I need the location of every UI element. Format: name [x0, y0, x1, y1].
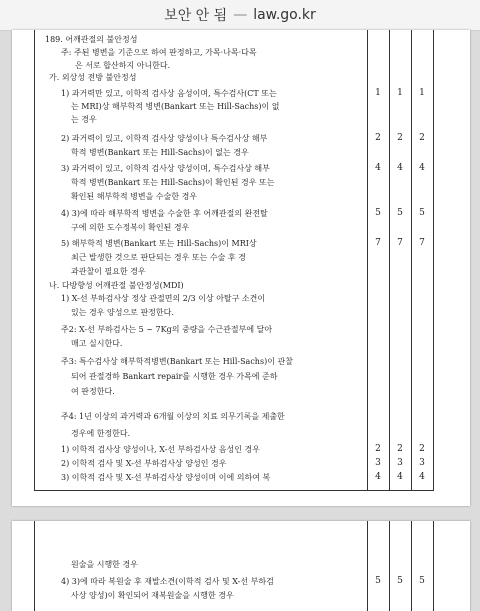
- column-divider: [411, 521, 412, 611]
- criteria-text: 학적 병변(Bankart 또는 Hill-Sachs)이 없는 경우: [71, 148, 249, 157]
- criteria-text: 3) 과거력이 있고, 이학적 검사상 양성이며, 특수검사상 해부: [61, 164, 270, 173]
- disability-grade-table: [34, 30, 434, 491]
- grade-value: 7: [419, 238, 425, 248]
- column-divider: [367, 30, 368, 490]
- grade-value: 3: [419, 458, 425, 468]
- note-text: 경우에 한정한다.: [71, 429, 131, 438]
- disability-grade-table-continued: [34, 521, 434, 611]
- note-text: 되어 관절경하 Bankart repair를 시행한 경우 가목에 준하: [71, 372, 278, 381]
- criteria-text: 학적 병변(Bankart 또는 Hill-Sachs)이 확인된 경우 또는: [71, 178, 275, 187]
- grade-value: 5: [375, 208, 381, 218]
- criteria-text: 과관찰이 필요한 경우: [71, 267, 146, 276]
- grade-value: 4: [419, 472, 425, 482]
- criteria-text: 사상 양성)이 확인되어 재복원술을 시행한 경우: [71, 591, 234, 600]
- criteria-text: 5) 해부학적 병변(Bankart 또는 Hill-Sachs)이 MRI상: [61, 239, 257, 248]
- grade-value: 5: [397, 208, 403, 218]
- criteria-text: 1) 과거력만 있고, 이학적 검사상 음성이며, 특수검사(CT 또는: [61, 89, 277, 98]
- column-divider: [411, 30, 412, 490]
- grade-value: 5: [419, 576, 425, 586]
- criteria-text: 는 경우: [71, 115, 97, 124]
- domain-text: law.go.kr: [253, 7, 316, 23]
- grade-value: 2: [419, 444, 425, 454]
- grade-value: 4: [375, 163, 381, 173]
- grade-value: 1: [397, 88, 403, 98]
- criteria-text: 확인된 해부학적 병변을 수술한 경우: [71, 192, 198, 201]
- grade-value: 4: [397, 163, 403, 173]
- grade-value: 2: [375, 444, 381, 454]
- column-divider: [367, 521, 368, 611]
- column-divider: [389, 30, 390, 490]
- criteria-text: 2) 과거력이 있고, 이학적 검사상 양성이나 특수검사상 해부: [61, 134, 268, 143]
- document-page-2: [12, 521, 470, 611]
- grade-value: 5: [375, 576, 381, 586]
- note-text: 여 판정한다.: [71, 387, 115, 396]
- criteria-text: 최근 발생한 것으로 판단되는 경우 또는 수술 후 경: [71, 253, 246, 262]
- criteria-text: 원술을 시행한 경우: [71, 560, 138, 569]
- grade-value: 7: [375, 238, 381, 248]
- criteria-text: 구에 의한 도수정복이 확인된 경우: [71, 223, 190, 232]
- criteria-text: 4) 3)에 따라 복원술 후 재발소견(이학적 검사 및 X-선 부하검: [61, 577, 274, 586]
- grade-value: 3: [397, 458, 403, 468]
- note-text: 1) X-선 부하검사상 정상 관절면의 2/3 이상 아탈구 소견이: [61, 294, 266, 303]
- grade-value: 2: [375, 133, 381, 143]
- grade-value: 5: [419, 208, 425, 218]
- subsection-title: 나. 다방향성 어깨관절 불안정성(MDI): [49, 281, 184, 290]
- note-text: 매고 실시한다.: [71, 339, 123, 348]
- criteria-text: 4) 3)에 따라 해부학적 병변을 수술한 후 어깨관절의 완전탈: [61, 209, 268, 218]
- grade-value: 4: [419, 163, 425, 173]
- grade-value: 2: [397, 133, 403, 143]
- note-text: 주2: X-선 부하검사는 5 ~ 7Kg의 중량을 수근관절부에 달아: [61, 325, 273, 334]
- column-divider: [389, 521, 390, 611]
- grade-value: 4: [397, 472, 403, 482]
- note-text: 주4: 1년 이상의 과거력과 6개월 이상의 치료 의무기록을 제출한: [61, 412, 285, 421]
- note-text: 은 서로 합산하지 아니한다.: [75, 61, 171, 70]
- criteria-text: 3) 이학적 검사 및 X-선 부하검사상 양성이며 이에 의하여 복: [61, 473, 271, 482]
- grade-value: 2: [397, 444, 403, 454]
- security-label: 보안 안 됨: [164, 8, 228, 24]
- grade-value: 3: [375, 458, 381, 468]
- criteria-text: 2) 이학적 검사 및 X-선 부하검사상 양성인 경우: [61, 459, 227, 468]
- grade-value: 5: [397, 576, 403, 586]
- note-text: 주3: 특수검사상 해부학적병변(Bankart 또는 Hill-Sachs)이 관찰: [61, 357, 293, 366]
- grade-value: 7: [397, 238, 403, 248]
- criteria-text: 는 MRI)상 해부학적 병변(Bankart 또는 Hill-Sachs)이 없: [71, 102, 280, 111]
- grade-value: 1: [419, 88, 425, 98]
- address-separator: —: [233, 7, 248, 23]
- grade-value: 2: [419, 133, 425, 143]
- criteria-text: 1) 이학적 검사상 양성이나, X-선 부하검사상 음성인 경우: [61, 445, 260, 454]
- section-title: 189. 어깨관절의 불안정성: [45, 35, 138, 44]
- document-page-1: [12, 30, 470, 506]
- note-text: 있는 경우 양성으로 판정한다.: [71, 308, 174, 317]
- subsection-title: 가. 외상성 전방 불안정성: [49, 73, 137, 82]
- grade-value: 1: [375, 88, 381, 98]
- grade-value: 4: [375, 472, 381, 482]
- browser-address-bar[interactable]: [0, 0, 480, 31]
- note-text: 주: 주된 병변을 기준으로 하여 판정하고, 가목·나목·다목: [61, 48, 257, 57]
